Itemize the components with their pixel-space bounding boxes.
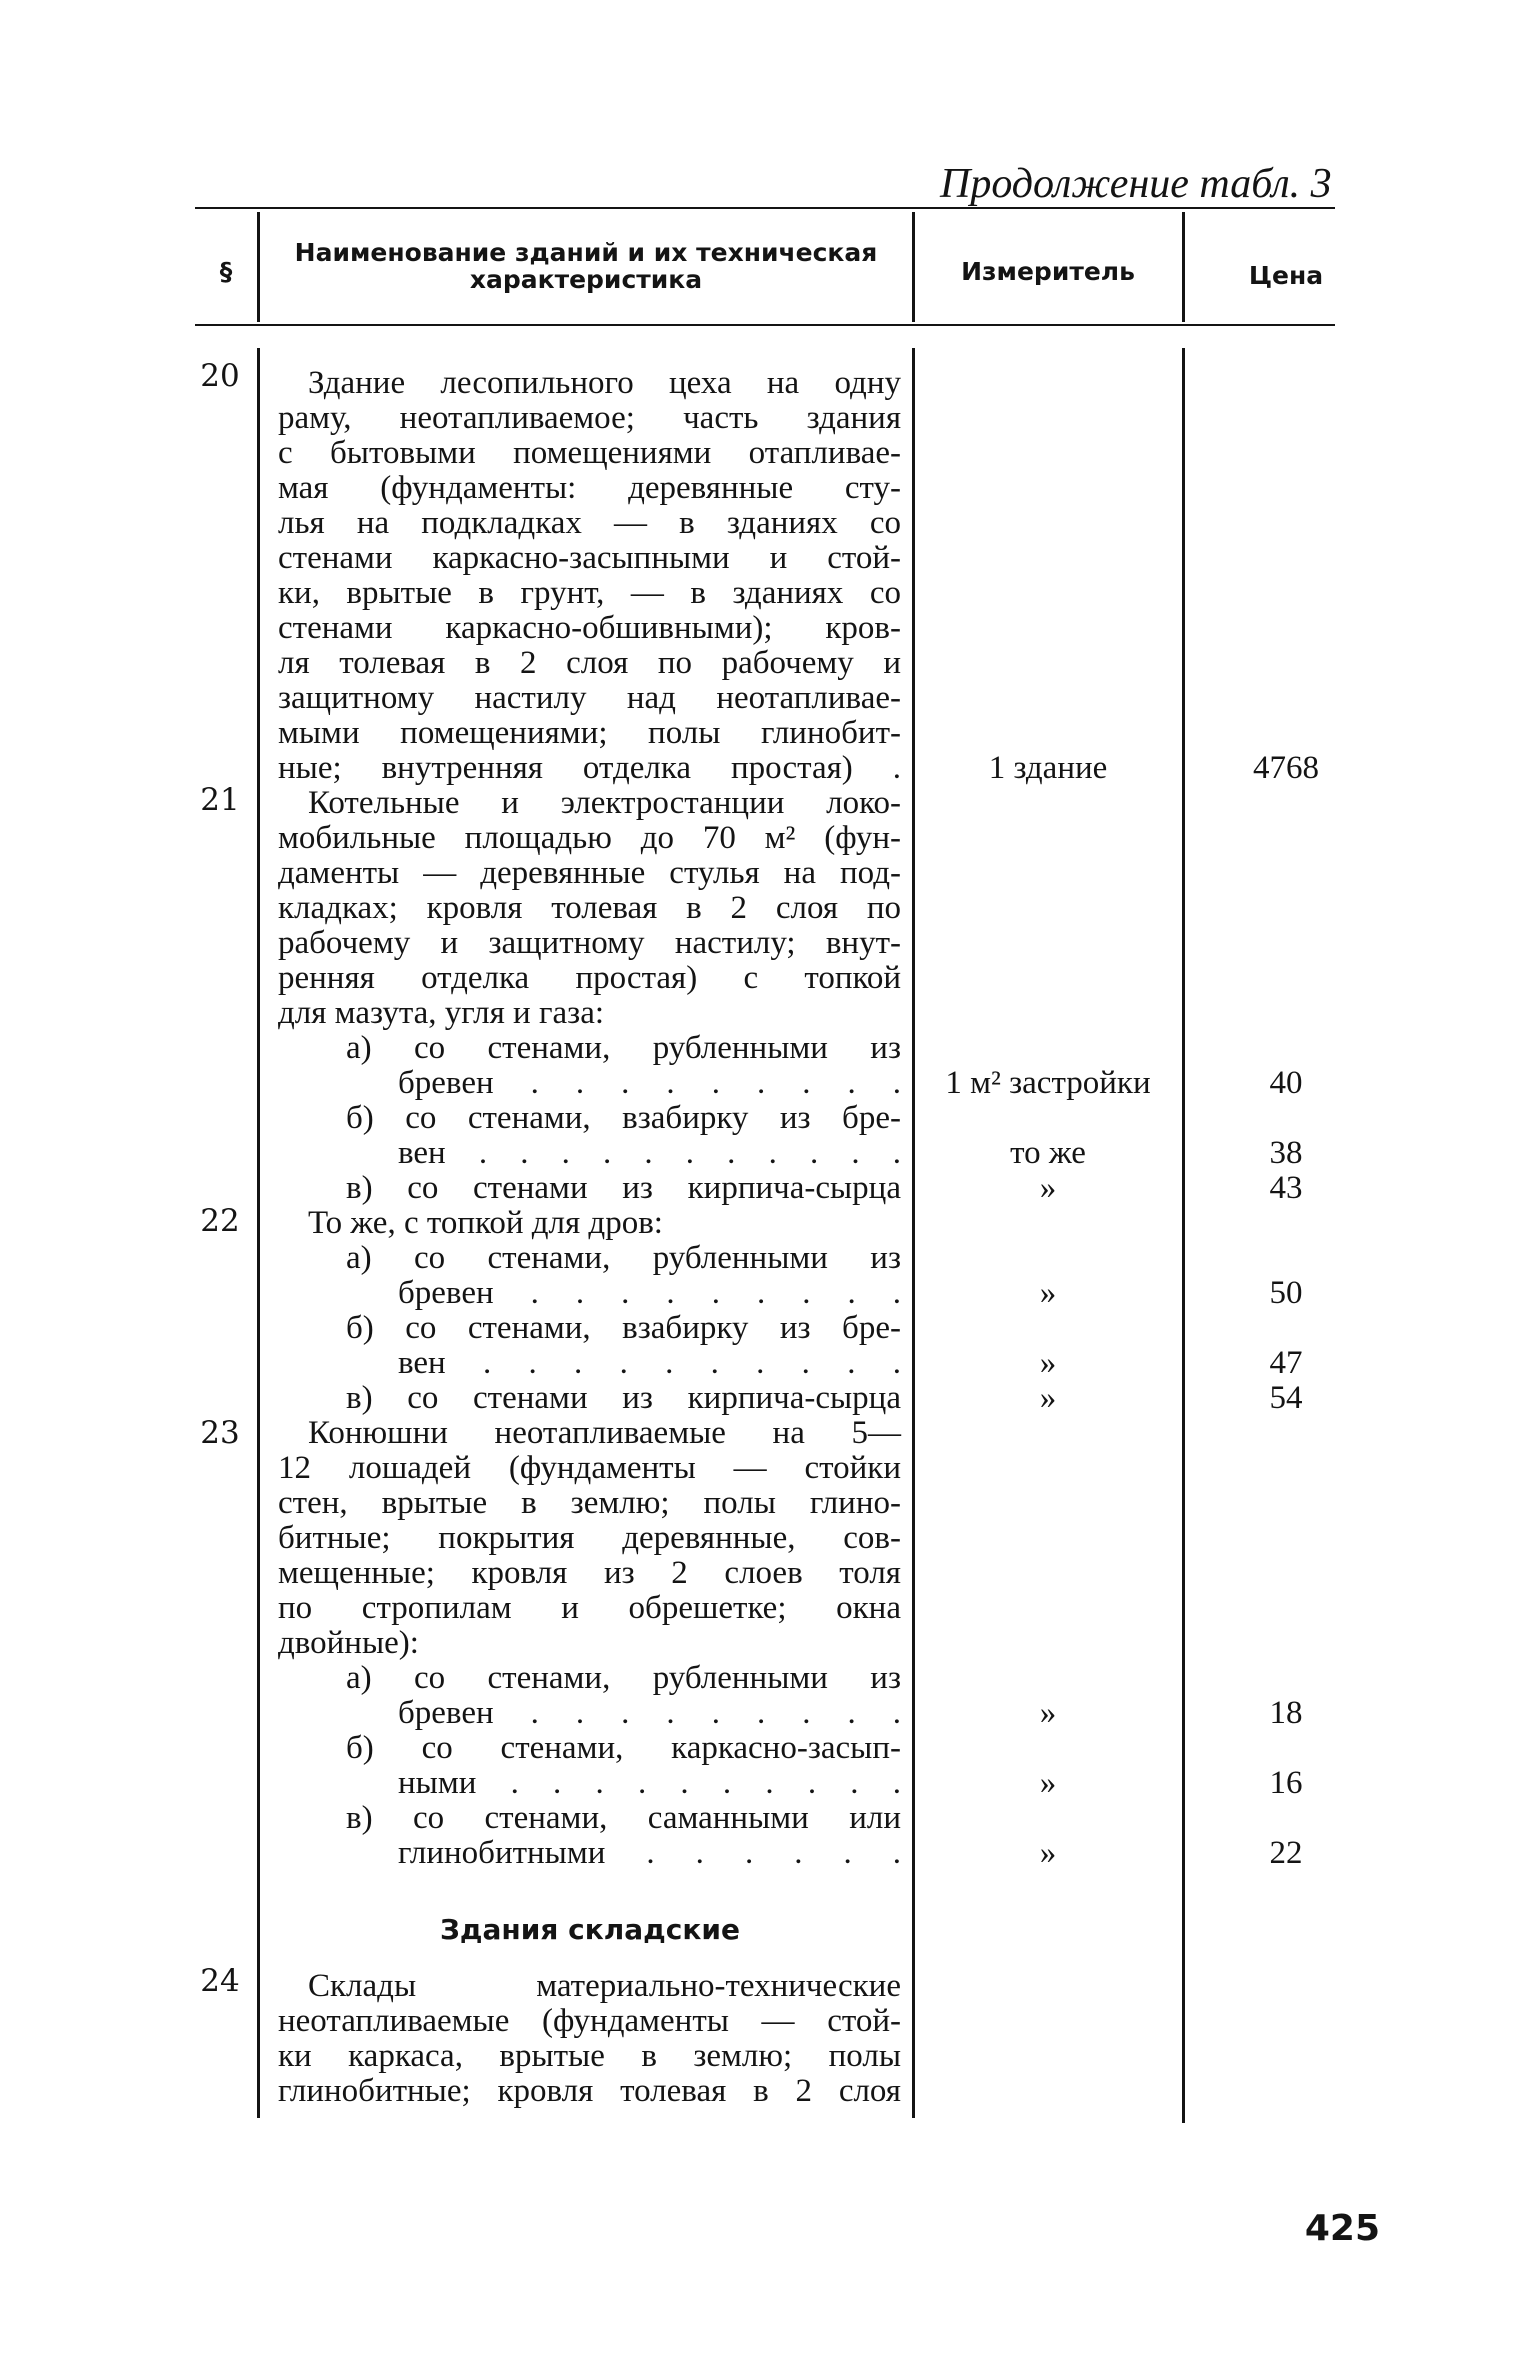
description-line: вен . . . . . . . . . .: [398, 1345, 901, 1381]
description-line: бревен . . . . . . . . .: [398, 1065, 901, 1101]
description-line: стен, врытые в землю; полы глино-: [278, 1485, 901, 1521]
price-cell: 38: [1269, 1135, 1303, 1171]
header-section-sign: §: [219, 257, 233, 286]
price-cell: 47: [1269, 1345, 1303, 1381]
price-cell: 50: [1269, 1275, 1303, 1311]
description-line: неотапливаемые (фундаменты — стой-: [278, 2003, 901, 2039]
description-line: ки каркаса, врытые в землю; полы: [278, 2038, 901, 2074]
description-line: глинобитные; кровля толевая в 2 слоя: [278, 2073, 901, 2109]
description-line: ля толевая в 2 слоя по рабочему и: [278, 645, 901, 681]
description-line: в) со стенами из кирпича-сырца: [346, 1380, 901, 1416]
description-line: защитному настилу над неотапливае-: [278, 680, 901, 716]
description-line: Склады материально-технические: [308, 1968, 901, 2004]
header-price: Цена: [1248, 261, 1324, 290]
column-divider: [1182, 348, 1185, 2123]
description-line: 12 лошадей (фундаменты — стойки: [278, 1450, 901, 1486]
column-divider: [257, 348, 260, 2118]
header-unit: Измеритель: [961, 257, 1135, 286]
column-divider: [912, 348, 915, 2118]
section-number: 20: [200, 358, 240, 394]
unit-cell: то же: [1010, 1135, 1086, 1171]
description-line: б) со стенами, взабирку из бре-: [346, 1310, 901, 1346]
section-number: 21: [200, 782, 240, 818]
description-line: даменты — деревянные стулья на под-: [278, 855, 901, 891]
description-line: лья на подкладках — в зданиях со: [278, 505, 901, 541]
section-number: 23: [200, 1415, 240, 1451]
description-line: а) со стенами, рубленными из: [346, 1660, 901, 1696]
description-line: мобильные площадью до 70 м² (фун-: [278, 820, 901, 856]
description-line: мыми помещениями; полы глинобит-: [278, 715, 901, 751]
header-name-line1: Наименование зданий и их техническая: [294, 238, 878, 267]
unit-cell: »: [1039, 1345, 1057, 1381]
column-divider: [1182, 212, 1185, 322]
description-line: с бытовыми помещениями отапливае-: [278, 435, 901, 471]
description-line: в) со стенами, саманными или: [346, 1800, 901, 1836]
description-line: мая (фундаменты: деревянные сту-: [278, 470, 901, 506]
description-line: Конюшни неотапливаемые на 5—: [308, 1415, 901, 1451]
description-line: стенами каркасно-засыпными и стой-: [278, 540, 901, 576]
section-title: Здания складские: [440, 1913, 740, 1946]
description-line: а) со стенами, рубленными из: [346, 1030, 901, 1066]
unit-cell: »: [1039, 1695, 1057, 1731]
table-top-rule: [195, 207, 1335, 209]
description-line: стенами каркасно-обшивными); кров-: [278, 610, 901, 646]
description-line: двойные):: [278, 1625, 419, 1661]
description-line: рабочему и защитному настилу; внут-: [278, 925, 901, 961]
description-line: ные; внутренняя отделка простая) .: [278, 750, 901, 786]
description-line: в) со стенами из кирпича-сырца: [346, 1170, 901, 1206]
header-name-line2: характеристика: [469, 265, 703, 294]
description-line: а) со стенами, рубленными из: [346, 1240, 901, 1276]
price-cell: 43: [1269, 1170, 1303, 1206]
unit-cell: »: [1039, 1765, 1057, 1801]
description-line: То же, с топкой для дров:: [308, 1205, 663, 1241]
description-line: по стропилам и обрешетке; окна: [278, 1590, 901, 1626]
unit-cell: »: [1039, 1835, 1057, 1871]
description-line: раму, неотапливаемое; часть здания: [278, 400, 901, 436]
description-line: кладках; кровля толевая в 2 слоя по: [278, 890, 901, 926]
unit-cell: »: [1039, 1170, 1057, 1206]
description-line: битные; покрытия деревянные, сов-: [278, 1520, 901, 1556]
description-line: ки, врытые в грунт, — в зданиях со: [278, 575, 901, 611]
table-continuation-caption: Продолжение табл. 3: [940, 161, 1332, 207]
unit-cell: 1 здание: [988, 750, 1108, 786]
description-line: мещенные; кровля из 2 слоев толя: [278, 1555, 901, 1591]
header-bottom-rule: [195, 324, 1335, 326]
price-cell: 18: [1269, 1695, 1303, 1731]
unit-cell: »: [1039, 1380, 1057, 1416]
unit-cell: »: [1039, 1275, 1057, 1311]
description-line: бревен . . . . . . . . .: [398, 1275, 901, 1311]
column-divider: [257, 212, 260, 322]
description-line: б) со стенами, взабирку из бре-: [346, 1100, 901, 1136]
description-line: вен . . . . . . . . . . .: [398, 1135, 901, 1171]
description-line: б) со стенами, каркасно-засып-: [346, 1730, 901, 1766]
page-number: 425: [1304, 2208, 1380, 2249]
column-divider: [912, 212, 915, 322]
section-number: 24: [200, 1963, 240, 1999]
price-cell: 40: [1269, 1065, 1303, 1101]
description-line: для мазута, угля и газа:: [278, 995, 605, 1031]
description-line: ными . . . . . . . . . .: [398, 1765, 901, 1801]
price-cell: 16: [1269, 1765, 1303, 1801]
price-cell: 4768: [1253, 750, 1319, 786]
unit-cell: 1 м² застройки: [945, 1065, 1151, 1101]
price-cell: 22: [1269, 1835, 1303, 1871]
description-line: глинобитными . . . . . .: [398, 1835, 901, 1871]
description-line: Котельные и электростанции локо-: [308, 785, 901, 821]
description-line: бревен . . . . . . . . .: [398, 1695, 901, 1731]
price-cell: 54: [1269, 1380, 1303, 1416]
section-number: 22: [200, 1203, 240, 1239]
description-line: Здание лесопильного цеха на одну: [308, 365, 901, 401]
description-line: ренняя отделка простая) с топкой: [278, 960, 901, 996]
